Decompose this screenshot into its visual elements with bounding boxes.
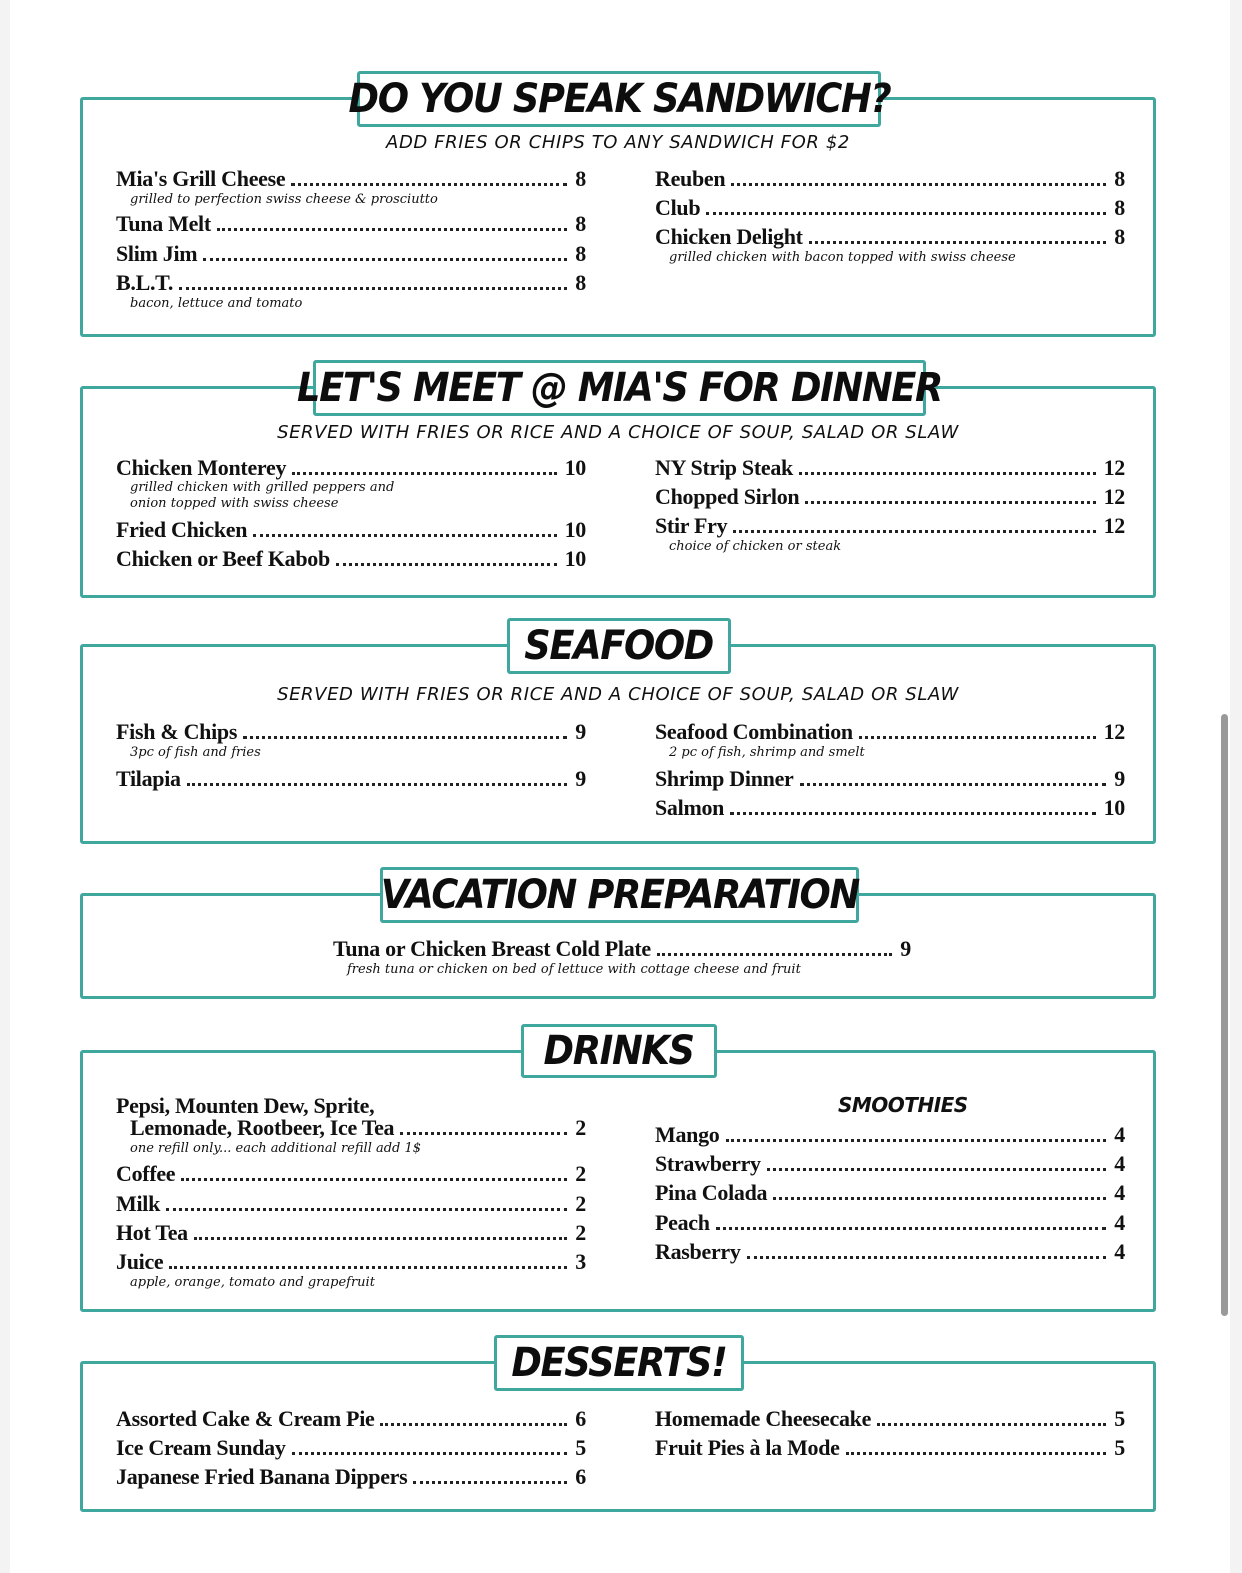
item-name: Salmon xyxy=(655,795,725,820)
section-title: LET'S MEET @ MIA'S FOR DINNER xyxy=(297,365,942,411)
dot-leader xyxy=(181,1178,567,1181)
item-price: 12 xyxy=(1103,513,1125,538)
section-title-box xyxy=(380,867,859,923)
item-description: fresh tuna or chicken on bed of lettuce with cottage cheese and fruit xyxy=(347,962,801,977)
section-drinks xyxy=(80,1050,1156,1312)
item-name: Chopped Sirlon xyxy=(655,484,800,509)
section-title-box xyxy=(507,618,731,674)
dot-leader xyxy=(805,501,1095,504)
item-name: Ice Cream Sunday xyxy=(116,1435,286,1460)
item-price: 9 xyxy=(1114,766,1125,791)
page-edge-right xyxy=(1230,0,1242,1573)
section-title-box xyxy=(297,360,942,416)
menu-item xyxy=(655,1122,1125,1148)
item-name: Homemade Cheesecake xyxy=(655,1406,872,1431)
dot-leader xyxy=(336,563,557,566)
item-name: Lemonade, Rootbeer, Ice Tea xyxy=(130,1115,395,1140)
item-name: Club xyxy=(655,195,701,220)
item-name: Chicken Delight xyxy=(655,224,803,249)
item-name: Fish & Chips xyxy=(116,719,238,744)
dot-leader xyxy=(194,1237,567,1240)
menu-item xyxy=(116,766,586,792)
menu-item xyxy=(116,1435,586,1461)
section-seafood xyxy=(80,644,1156,844)
dot-leader xyxy=(809,241,1107,244)
item-price: 5 xyxy=(575,1435,586,1460)
menu-item xyxy=(116,1191,586,1217)
section-title: DESSERTS! xyxy=(511,1340,727,1386)
dot-leader xyxy=(380,1423,567,1426)
dot-leader xyxy=(767,1168,1107,1171)
dot-leader xyxy=(253,534,556,537)
dot-leader xyxy=(846,1452,1107,1455)
item-price: 4 xyxy=(1114,1122,1125,1147)
item-price: 8 xyxy=(575,166,586,191)
item-price: 8 xyxy=(575,241,586,266)
section-title-box xyxy=(521,1024,717,1078)
item-name: Coffee xyxy=(116,1161,176,1186)
item-name: Chicken or Beef Kabob xyxy=(116,546,330,571)
item-price: 4 xyxy=(1114,1239,1125,1264)
scrollbar-thumb[interactable] xyxy=(1221,714,1228,1316)
menu-item xyxy=(655,484,1125,510)
item-description: grilled chicken with bacon topped with swiss cheese xyxy=(669,250,1016,265)
item-name: B.L.T. xyxy=(116,270,174,295)
dot-leader xyxy=(243,736,567,739)
dot-leader xyxy=(400,1132,567,1135)
menu-item xyxy=(655,224,1125,250)
dot-leader xyxy=(169,1266,567,1269)
item-price: 2 xyxy=(575,1191,586,1216)
dot-leader xyxy=(706,212,1106,215)
item-description: grilled chicken with grilled peppers and xyxy=(130,480,395,495)
dot-leader xyxy=(291,183,567,186)
menu-item xyxy=(333,936,911,962)
item-description: apple, orange, tomato and grapefruit xyxy=(130,1275,375,1290)
dot-leader xyxy=(203,258,567,261)
item-name: Reuben xyxy=(655,166,726,191)
dot-leader xyxy=(217,228,567,231)
item-name: Juice xyxy=(116,1249,164,1274)
dot-leader xyxy=(726,1139,1107,1142)
menu-item xyxy=(655,166,1125,192)
item-description: bacon, lettuce and tomato xyxy=(130,296,303,311)
item-price: 8 xyxy=(1114,195,1125,220)
menu-item xyxy=(116,1406,586,1432)
item-price: 6 xyxy=(575,1406,586,1431)
item-description: 3pc of fish and fries xyxy=(130,745,261,760)
section-subtitle: SERVED WITH FRIES OR RICE AND A CHOICE OF SOUP, SALAD OR SLAW xyxy=(277,684,959,705)
item-name: Fried Chicken xyxy=(116,517,248,542)
menu-item xyxy=(116,1249,586,1275)
item-name: Assorted Cake & Cream Pie xyxy=(116,1406,375,1431)
menu-item xyxy=(655,766,1125,792)
section-dinner xyxy=(80,386,1156,598)
item-name: Fruit Pies à la Mode xyxy=(655,1435,840,1460)
menu-item xyxy=(655,1151,1125,1177)
item-name: Japanese Fried Banana Dippers xyxy=(116,1464,408,1489)
item-name: Hot Tea xyxy=(116,1220,188,1245)
item-description: onion topped with swiss cheese xyxy=(130,496,339,511)
item-name: Tuna Melt xyxy=(116,211,211,236)
menu-item xyxy=(116,517,586,543)
dot-leader xyxy=(747,1256,1107,1259)
item-description: 2 pc of fish, shrimp and smelt xyxy=(669,745,865,760)
item-price: 12 xyxy=(1103,719,1125,744)
section-title-box xyxy=(348,71,890,127)
item-name: Mango xyxy=(655,1122,720,1147)
dot-leader xyxy=(859,736,1096,739)
item-name: Stir Fry xyxy=(655,513,728,538)
menu-item xyxy=(655,1435,1125,1461)
dot-leader xyxy=(292,1452,568,1455)
item-price: 4 xyxy=(1114,1210,1125,1235)
section-title: DRINKS xyxy=(543,1028,695,1074)
item-price: 6 xyxy=(575,1464,586,1489)
item-name: Shrimp Dinner xyxy=(655,766,794,791)
menu-item xyxy=(655,455,1125,481)
item-name: NY Strip Steak xyxy=(655,455,793,480)
dot-leader xyxy=(800,783,1107,786)
menu-item xyxy=(655,195,1125,221)
item-description: grilled to perfection swiss cheese & prosciutto xyxy=(130,192,438,207)
item-name: Peach xyxy=(655,1210,710,1235)
item-name: Rasberry xyxy=(655,1239,741,1264)
menu-item xyxy=(116,455,586,481)
item-name: Milk xyxy=(116,1191,161,1216)
section-title: VACATION PREPARATION xyxy=(380,872,859,918)
item-price: 10 xyxy=(564,517,586,542)
item-name: Pina Colada xyxy=(655,1180,768,1205)
menu-item xyxy=(655,1210,1125,1236)
item-price: 4 xyxy=(1114,1151,1125,1176)
item-name: Strawberry xyxy=(655,1151,761,1176)
menu-item xyxy=(655,513,1125,539)
item-name: Tuna or Chicken Breast Cold Plate xyxy=(333,936,651,961)
menu-item xyxy=(655,1180,1125,1206)
dot-leader xyxy=(179,287,567,290)
smoothies-heading: SMOOTHIES xyxy=(838,1093,968,1117)
item-price: 9 xyxy=(575,719,586,744)
item-name: Seafood Combination xyxy=(655,719,853,744)
menu-item xyxy=(116,166,586,192)
menu-item xyxy=(116,546,586,572)
item-price: 10 xyxy=(1103,795,1125,820)
item-price: 8 xyxy=(1114,224,1125,249)
item-name: Pepsi, Mounten Dew, Sprite, xyxy=(116,1093,375,1118)
item-description: one refill only... each additional refill add 1$ xyxy=(130,1141,422,1156)
menu-item xyxy=(655,795,1125,821)
dot-leader xyxy=(716,1227,1107,1230)
section-title: SEAFOOD xyxy=(524,623,714,669)
item-name: Chicken Monterey xyxy=(116,455,287,480)
menu-item xyxy=(655,1406,1125,1432)
item-price: 3 xyxy=(575,1249,586,1274)
item-price: 8 xyxy=(1114,166,1125,191)
dot-leader xyxy=(799,472,1096,475)
item-price: 9 xyxy=(575,766,586,791)
item-price: 10 xyxy=(564,455,586,480)
dot-leader xyxy=(166,1208,567,1211)
section-sandwich xyxy=(80,97,1156,337)
menu-item xyxy=(116,270,586,296)
menu-item xyxy=(116,1464,586,1490)
item-name: Mia's Grill Cheese xyxy=(116,166,286,191)
item-price: 2 xyxy=(575,1115,586,1140)
section-subtitle: SERVED WITH FRIES OR RICE AND A CHOICE OF SOUP, SALAD OR SLAW xyxy=(277,422,959,443)
item-price: 8 xyxy=(575,211,586,236)
menu-item xyxy=(116,211,586,237)
item-price: 5 xyxy=(1114,1406,1125,1431)
item-price: 4 xyxy=(1114,1180,1125,1205)
section-title-box xyxy=(494,1335,744,1391)
menu-item xyxy=(116,1115,586,1141)
menu-item xyxy=(655,1239,1125,1265)
item-price: 2 xyxy=(575,1161,586,1186)
dot-leader xyxy=(292,472,556,475)
item-price: 5 xyxy=(1114,1435,1125,1460)
item-price: 10 xyxy=(564,546,586,571)
item-description: choice of chicken or steak xyxy=(669,539,842,554)
dot-leader xyxy=(657,953,892,956)
section-subtitle: ADD FRIES OR CHIPS TO ANY SANDWICH FOR $2 xyxy=(386,132,850,153)
menu-item xyxy=(116,1220,586,1246)
menu-item xyxy=(116,1161,586,1187)
menu-item xyxy=(116,241,586,267)
dot-leader xyxy=(730,812,1095,815)
dot-leader xyxy=(187,783,568,786)
item-name: Slim Jim xyxy=(116,241,198,266)
dot-leader xyxy=(413,1481,567,1484)
page-edge-left xyxy=(0,0,10,1573)
section-title: DO YOU SPEAK SANDWICH? xyxy=(348,76,890,122)
menu-item xyxy=(655,719,1125,745)
dot-leader xyxy=(733,530,1095,533)
item-price: 8 xyxy=(575,270,586,295)
dot-leader xyxy=(773,1197,1106,1200)
item-price: 2 xyxy=(575,1220,586,1245)
item-price: 9 xyxy=(900,936,911,961)
dot-leader xyxy=(731,183,1106,186)
dot-leader xyxy=(877,1423,1106,1426)
menu-item xyxy=(116,719,586,745)
item-name: Tilapia xyxy=(116,766,181,791)
item-price: 12 xyxy=(1103,484,1125,509)
item-price: 12 xyxy=(1103,455,1125,480)
